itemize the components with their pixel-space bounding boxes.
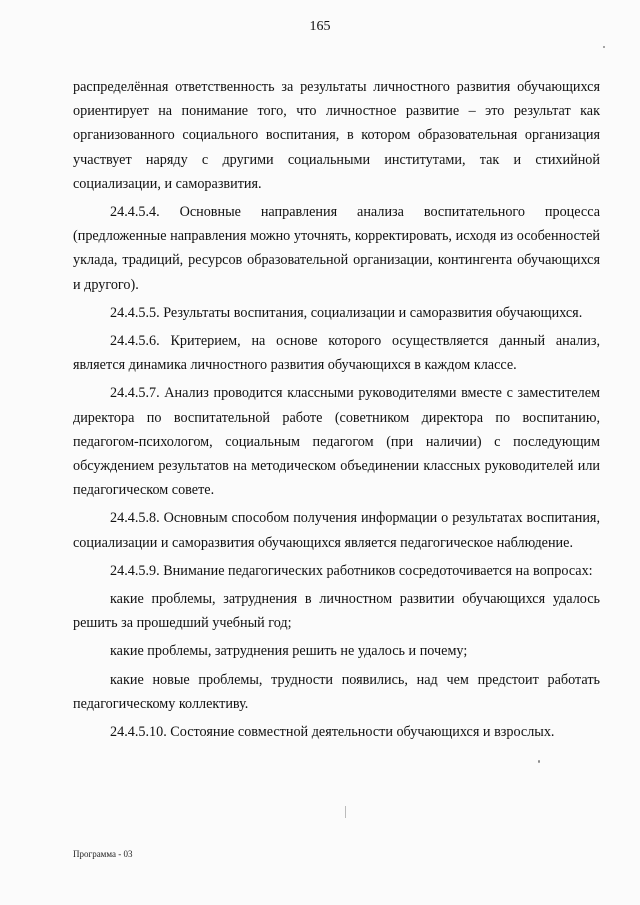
- paragraph-24-4-5-4: 24.4.5.4. Основные направления анализа воспитательного процесса (предложенные направления можно уточнять, корректировать, исходя из особенностей уклада, традиций, ресурсов образовательной организации, контингента обучающихся и другого).: [73, 204, 600, 293]
- paragraph-24-4-5-9: 24.4.5.9. Внимание педагогических работников сосредоточивается на вопросах:: [110, 562, 593, 579]
- page-number: 165: [309, 19, 331, 34]
- paragraph-24-4-5-8: 24.4.5.8. Основным способом получения информации о результатах воспитания, социализации и саморазвития обучающихся является педагогическое наблюдение.: [73, 510, 600, 551]
- paragraph-24-4-5-7: 24.4.5.7. Анализ проводится классными руководителями вместе с заместителем директора по воспитательной работе (советником директора по воспитанию, педагогом-психологом, социальным педагогом (при наличии) с последующим обсуждением результатов на методическом объединении классных руководителей или педагогическом совете.: [73, 385, 600, 499]
- body-text: [73, 75, 600, 748]
- list-item-question-1: какие проблемы, затруднения в личностном развитии обучающихся удалось решить за прошедший учебный год;: [73, 591, 600, 632]
- list-item-question-2: какие проблемы, затруднения решить не удалось и почему;: [110, 643, 468, 660]
- footer-label: Программа - 03: [73, 849, 133, 859]
- scan-speck: [345, 806, 346, 818]
- paragraph-continuation: распределённая ответственность за результаты личностного развития обучающихся ориентирует на понимание того, что личностное развитие – это результат как организованного социального воспитания, в котором образовательная организация участвует наряду с другими социальными институтами, так и стихийной социализации, и саморазвития.: [73, 79, 600, 192]
- paragraph-24-4-5-6: 24.4.5.6. Критерием, на основе которого осуществляется данный анализ, является динамика личностного развития обучающихся в каждом классе.: [73, 333, 600, 374]
- scan-speck: [603, 46, 605, 48]
- paragraph-24-4-5-5: 24.4.5.5. Результаты воспитания, социализации и саморазвития обучающихся.: [110, 304, 583, 321]
- paragraph-24-4-5-10: 24.4.5.10. Состояние совместной деятельности обучающихся и взрослых.: [110, 724, 555, 741]
- list-item-question-3: какие новые проблемы, трудности появились, над чем предстоит работать педагогическому коллективу.: [73, 671, 600, 712]
- scan-speck: [538, 760, 540, 763]
